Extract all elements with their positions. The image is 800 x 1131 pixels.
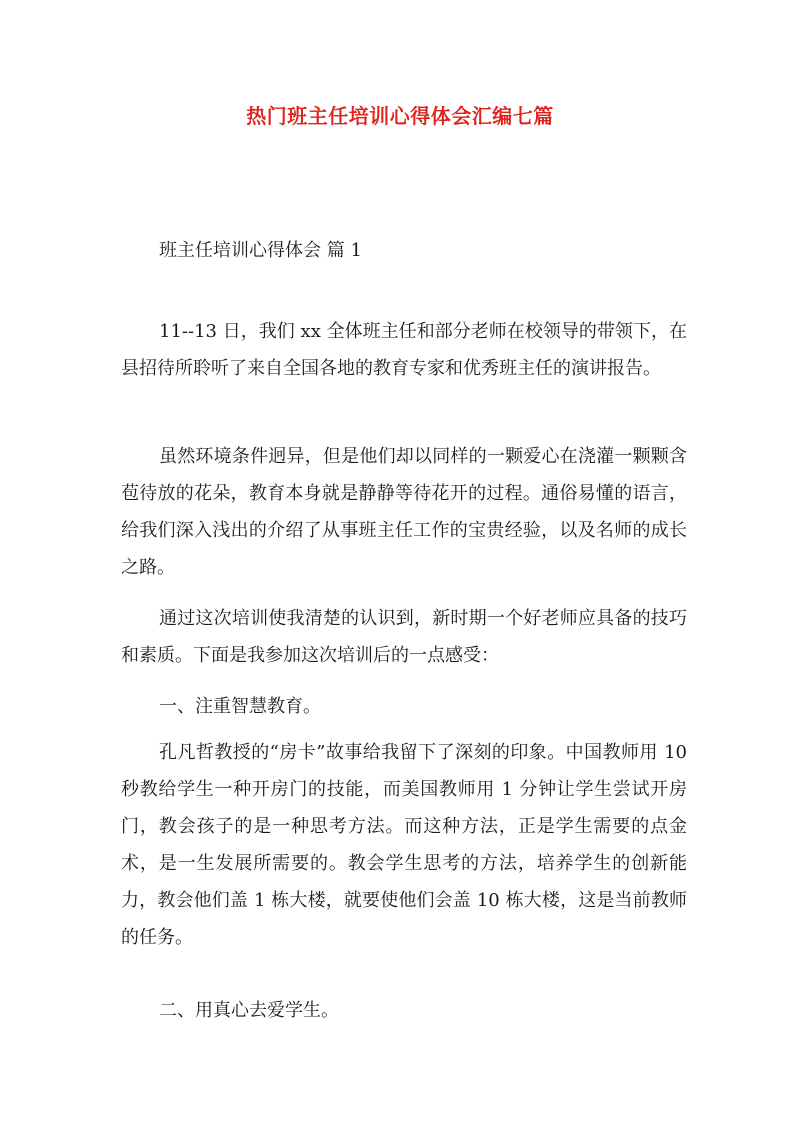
section-heading: 班主任培训心得体会 篇 1 — [159, 240, 362, 261]
paragraph-2: 虽然环境条件迥异，但是他们却以同样的一颗爱心在浇灌一颗颗含苞待放的花朵，教育本身就是静静等待花开的过程。通俗易懂的语言，给我们深入浅出的介绍了从事班主任工作的宝贵经验，以及名师的成长之路。 — [121, 446, 687, 578]
subheading-love-students: 二、用真心去爱学生。 — [159, 1000, 339, 1021]
paragraph-3: 通过这次培训使我清楚的认识到，新时期一个好老师应具备的技巧和素质。下面是我参加这次培训后的一点感受： — [121, 608, 687, 666]
paragraph-1: 11--13 日，我们 xx 全体班主任和部分老师在校领导的带领下，在县招待所聆听了来自全国各地的教育专家和优秀班主任的演讲报告。 — [121, 321, 687, 379]
subheading-wisdom-education: 一、注重智慧教育。 — [159, 696, 321, 717]
paragraph-4: 孔凡哲教授的“房卡”故事给我留下了深刻的印象。中国教师用 10 秒教给学生一种开房门的技能，而美国教师用 1 分钟让学生尝试开房门，教会孩子的是一种思考方法。而这种方法，正是学生需要的点金术，是一生发展所需要的。教会学生思考的方法，培养学生的创新能力，教会他们盖 1 栋大楼，就要使他们会盖 10 栋大楼，这是当前教师的任务。 — [121, 742, 687, 948]
document-title: 热门班主任培训心得体会汇编七篇 — [246, 104, 554, 128]
